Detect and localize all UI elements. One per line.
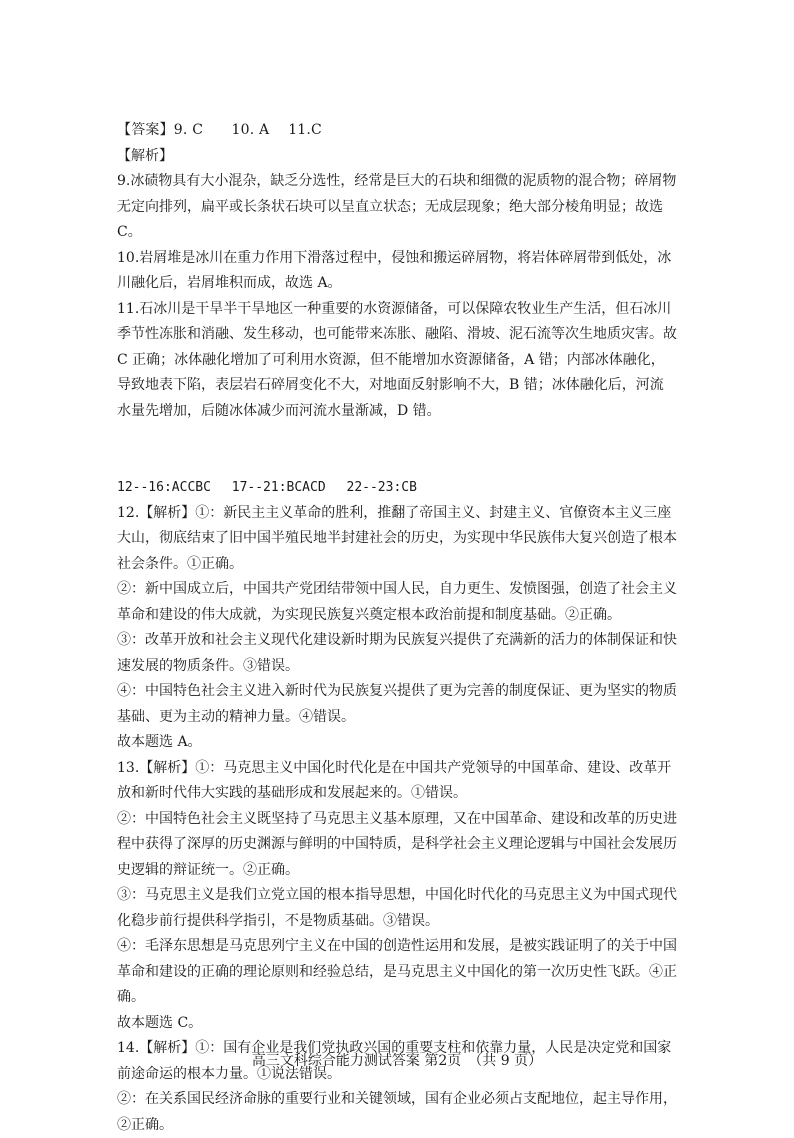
explanation-11: 11.石冰川是干旱半干旱地区一种重要的水资源储备，可以保障农牧业生产生活，但石冰川季节性冻胀和消融、发生移动，也可能带来冻胀、融陷、滑坡、泥石流等次生地质灾害。故 C 正确；冰体融化增加了可利用水资源，但不能增加水资源储备，A 错；内部冰体融化，导致地表下陷，表层岩石碎屑变化不大，对地面反射影响不大，B 错；冰体融化后，河流水量先增加，后随冰体减少而河流水量渐减，D 错。 [117,300,677,419]
conclusion-13: 故本题选 C。 [117,1014,203,1031]
section-gap [117,424,677,475]
page-footer: 高三文科综合能力测试答案 第2页 （共 9 页） [251,1053,543,1069]
conclusion-12: 故本题选 A。 [117,734,202,750]
answer-line-12-23: 12--16:ACCBC 17--21:BCACD 22--23:CB [117,480,417,495]
answer-content [117,118,677,1138]
explanation-12-point-4: ④：中国特色社会主义进入新时代为民族复兴提供了更为完善的制度保证、更为坚实的物质基础、更为主动的精神力量。④错误。 [117,683,677,725]
explanation-12-point-2: ②：新中国成立后，中国共产党团结带领中国人民，自力更生、发愤图强，创造了社会主义革命和建设的伟大成就，为实现民族复兴奠定根本政治前提和制度基础。②正确。 [117,581,677,623]
answer-line-9-11: 【答案】9. C 10. A 11.C [117,122,322,138]
explanation-14-point-2: ②：在关系国民经济命脉的重要行业和关键领域，国有企业必须占支配地位，起主导作用，②正确。 [117,1091,677,1133]
explanation-9: 9.冰碛物具有大小混杂，缺乏分选性，经常是巨大的石块和细微的泥质物的混合物；碎屑物无定向排列，扁平或长条状石块可以呈直立状态；无成层现象；绝大部分棱角明显；故选 C。 [117,173,677,240]
explanation-13-point-3: ③：马克思主义是我们立党立国的根本指导思想，中国化时代化的马克思主义为中国式现代化稳步前行提供科学指引，不是物质基础。③错误。 [117,887,677,929]
explanation-12-point-3: ③：改革开放和社会主义现代化建设新时期为民族复兴提供了充满新的活力的体制保证和快速发展的物质条件。③错误。 [117,632,677,674]
explanation-10: 10.岩屑堆是冰川在重力作用下滑落过程中，侵蚀和搬运碎屑物，将岩体碎屑带到低处，冰川融化后，岩屑堆积而成，故选 A。 [117,249,672,291]
explanation-13-point-1: 13.【解析】①：马克思主义中国化时代化是在中国共产党领导的中国革命、建设、改革开放和新时代伟大实践的基础形成和发展起来的。①错误。 [117,759,672,801]
explanation-12-point-1: 12.【解析】①：新民主主义革命的胜利，推翻了帝国主义、封建主义、官僚资本主义三座大山，彻底结束了旧中国半殖民地半封建社会的历史，为实现中华民族伟大复兴创造了根本社会条件。①正确。 [117,504,677,572]
analysis-label: 【解析】 [117,147,173,164]
explanation-14-point-1: 14.【解析】①：国有企业是我们党执政兴国的重要支柱和依靠力量，人民是决定党和国家前途命运的根本力量。①说法错误。 [117,1040,672,1082]
explanation-13-point-2: ②：中国特色社会主义既坚持了马克思主义基本原理，又在中国革命、建设和改革的历史进程中获得了深厚的历史渊源与鲜明的中国特质，是科学社会主义理论逻辑与中国社会发展历史逻辑的辩证统一。②正确。 [117,810,677,878]
explanation-13-point-4: ④：毛泽东思想是马克思列宁主义在中国的创造性运用和发展，是被实践证明了的关于中国革命和建设的正确的理论原则和经验总结，是马克思主义中国化的第一次历史性飞跃。④正确。 [117,938,677,1005]
